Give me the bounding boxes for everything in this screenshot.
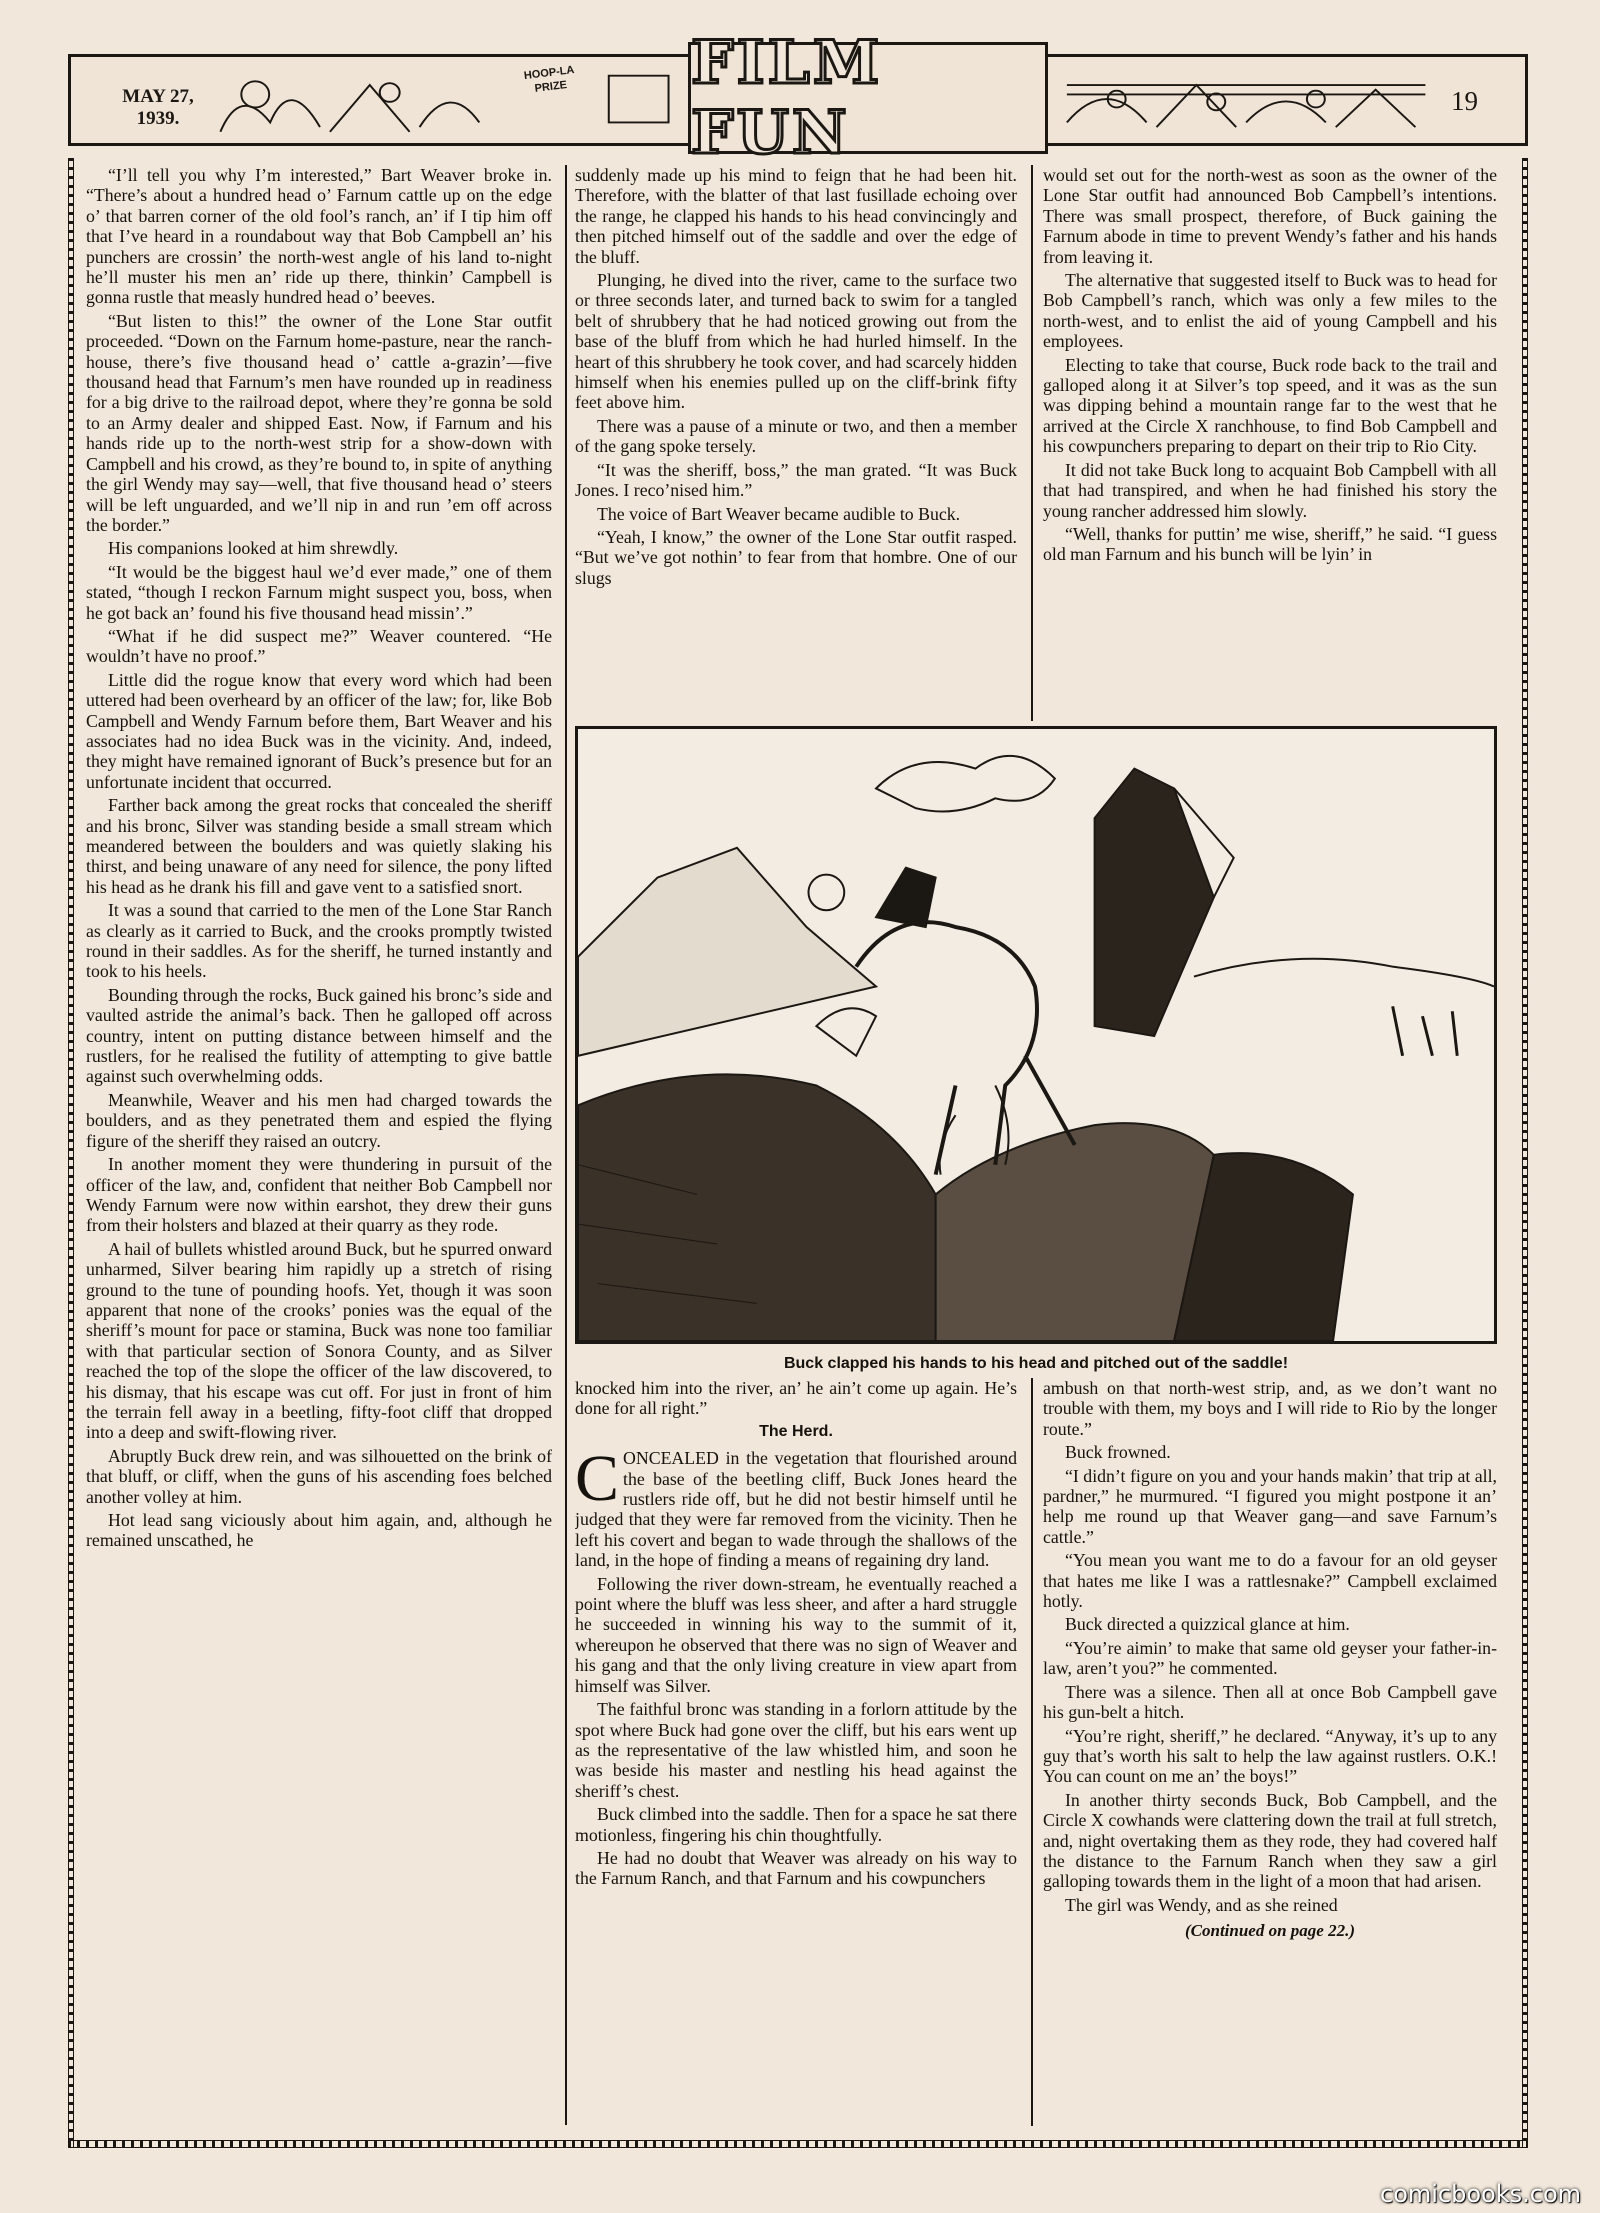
paragraph: Plunging, he dived into the river, came to the surface two or three seconds later, and turned back to swim for a tangled belt of shrubbery that he had noticed growing out from the base of the bluff from which he had hurled himself. In the heart of this shrubbery he took cover, and had scarcely hidden himself when his enemies pulled up on the cliff-brink fifty feet above him. (575, 270, 1017, 413)
page-number: 19 (1445, 86, 1484, 117)
issue-date (102, 86, 214, 130)
paragraph: Hot lead sang viciously about him again, and, although he remained unscathed, he (86, 1510, 552, 1551)
paragraph: Meanwhile, Weaver and his men had charged towards the boulders, and as they penetrated them and espied the flying figure of the sheriff they raised an outcry. (86, 1089, 552, 1151)
paragraph: Buck directed a quizzical glance at him. (1065, 1614, 1350, 1635)
paragraph: He had no doubt that Weaver was already on his way to the Farnum Ranch, and that Farnum and his cowpunchers (575, 1847, 1017, 1889)
paragraph: Electing to take that course, Buck rode back to the trail and galloped along it at Silver’s top speed, and it was as the sun was dipping behind a mountain range far to the west that he arrived at the Circle X ranchhouse, to find Bob Campbell and his cowpunchers preparing to depart on their trip to Rio City. (1043, 354, 1497, 457)
paragraph: “You mean you want me to do a favour for an old geyser that hates me like I was a rattlesnake?” Campbell exclaimed hotly. (1043, 1550, 1497, 1612)
paragraph: “I didn’t figure on you and your hands makin’ that trip at all, pardner,” he murmured. “I figured you might postpone it an’ help me round up that Weaver gang—and save Farnum’s cattle.” (1043, 1465, 1497, 1547)
paragraph: His companions looked at him shrewdly. (108, 538, 399, 559)
paragraph: In another moment they were thundering in pursuit of the officer of the law, and, confident that neither Bob Campbell nor Wendy Farnum were now within earshot, they drew their guns from their holsters and blazed at their quarry as they rode. (86, 1154, 552, 1236)
paragraph: In another thirty seconds Buck, Bob Campbell, and the Circle X cowhands were clattering down the trail at full stretch, and, night overtaking them as they rode, they had covered half the distance to the Farnum Ranch when they saw a girl galloping towards them in the light of a moon that had arisen. (1043, 1789, 1497, 1892)
paragraph: “It was the sheriff, boss,” the man grated. “It was Buck Jones. I reco’nised him.” (575, 459, 1017, 501)
continued-note: (Continued on page 22.) (1184, 1921, 1356, 1941)
film-fun-logo: FILM FUN (688, 42, 1048, 154)
paragraph: Little did the rogue know that every word which had been uttered had been overheard by an officer of the law; for, like Bob Campbell and Wendy Farnum before them, Bart Weaver and his associates had no idea Buck was in the vicinity. And, indeed, they might have remained ignorant of Buck’s presence but for an unfortunate incident that occurred. (86, 669, 552, 792)
site-watermark: comicbooks.com (1380, 2180, 1582, 2208)
paragraph: The girl was Wendy, and as she reined (1065, 1894, 1338, 1915)
paragraph: “Well, thanks for puttin’ me wise, sheriff,” he said. “I guess old man Farnum and his bunch will be lyin’ in (1043, 523, 1497, 565)
story-illustration (575, 726, 1497, 1344)
paragraph: “You’re right, sheriff,” he declared. “Anyway, it’s up to any guy that’s worth his salt to help the law against rustlers. O.K.! You can count on me an’ the boys!” (1043, 1725, 1497, 1787)
paragraph: “What if he did suspect me?” Weaver countered. “He wouldn’t have no proof.” (86, 625, 552, 667)
paragraph: “But listen to this!” the owner of the Lone Star outfit proceeded. “Down on the Farnum home-pasture, near the ranch-house, there’s five thousand head o’ cattle a-grazin’—five thousand head that Farnum’s men have rounded up in readiness for a big drive to the railroad depot, where they’re gonna be sold to an Army dealer and shipped East. Now, if Farnum and his hands ride up to the north-west strip for a show-down with Campbell and his crowd, as they’re bound to, in spite of anything the girl Wendy may say—well, that five thousand head o’ steers will be left unguarded, and we’ll nip in and run ’em off across the border.” (86, 310, 552, 535)
column-rule-1 (565, 165, 567, 2125)
paragraph: The faithful bronc was standing in a forlorn attitude by the spot where Buck had gone over the cliff, but his ears went up as the representative of the law whistled him, and soon he was beside his master and nestling his head against the sheriff’s chest. (575, 1699, 1017, 1801)
paragraph: There was a silence. Then all at once Bob Campbell gave his gun-belt a hitch. (1043, 1681, 1497, 1723)
column-rule-2 (1031, 165, 1033, 721)
column-3-top (1043, 165, 1497, 721)
paragraph: ambush on that north-west strip, and, as we don’t want no trouble with them, my boys and I will ride to Rio by the longer route.” (1043, 1378, 1497, 1439)
paragraph (575, 1442, 1017, 1571)
date-line-2: 1939. (136, 108, 180, 129)
column-2-top (575, 165, 1017, 721)
bottom-border (68, 2140, 1528, 2148)
paragraph: The alternative that suggested itself to Buck was to head for Bob Campbell’s ranch, which was only a few miles to the north-west, and to enlist the aid of young Campbell and his employees. (1043, 270, 1497, 352)
paragraph: “It would be the biggest haul we’d ever made,” one of them stated, “though I reckon Farnum might suspect you, boss, when he got back an’ found his five thousand head missin’.” (86, 561, 552, 623)
paragraph: Bounding through the rocks, Buck gained his bronc’s side and vaulted astride the animal’s back. Then he galloped off across country, intent on putting distance between himself and the rustlers, for he realised the futility of attempting to give battle against such overwhelming odds. (86, 984, 552, 1087)
paragraph: A hail of bullets whistled around Buck, but he spurred onward unharmed, Silver bearing him rapidly up a stretch of rising ground to the tune of pounding hoofs. Yet, though it was soon apparent that none of the crooks’ ponies was the equal of the sheriff’s mount for pace or stamina, Buck was none too familiar with that particular section of Sonora County, and as Silver reached the top of the slope the officer of the law discovered, to his dismay, that his escape was cut off. For just in front of him the terrain fell away in a beetling, fifty-foot cliff that dropped into a deep and swift-flowing river. (86, 1238, 552, 1443)
drop-cap: C (575, 1442, 620, 1516)
hoopla-sign-line-2: PRIZE (534, 79, 568, 95)
hoopla-sign-line-1: HOOP-LA (523, 64, 576, 83)
date-line-1: MAY 27, (122, 86, 194, 107)
paragraph: would set out for the north-west as soon as the owner of the Lone Star outfit had announced Bob Campbell’s intentions. There was small prospect, therefore, of Buck gaining the Farnum abode in time to prevent Wendy’s father and his hands from leaving it. (1043, 165, 1497, 267)
paragraph: “You’re aimin’ to make that same old geyser your father-in-law, aren’t you?” he commented. (1043, 1637, 1497, 1679)
paragraph: knocked him into the river, an’ he ain’t come up again. He’s done for all right.” (575, 1378, 1017, 1419)
paragraph: Following the river down-stream, he eventually reached a point where the bluff was less sheer, and after a hard struggle he succeeded in winning his way to the summit of it, whereupon he observed that there was no sign of Weaver and his gang and that the only living creature in view apart from himself was Silver. (575, 1573, 1017, 1696)
paragraph: Farther back among the great rocks that concealed the sheriff and his bronc, Silver was standing beside a small stream which meandered between the boulders and was quietly slaking his thirst, and being unaware of any need for silence, the pony lifted his head as he drank his fill and gave vent to a satisfied snort. (86, 795, 552, 897)
left-border (68, 158, 74, 2148)
paragraph: “Yeah, I know,” the owner of the Lone Star outfit rasped. “But we’ve got nothin’ to fear from that hombre. One of our slugs (575, 526, 1017, 588)
paragraph: Buck climbed into the saddle. Then for a space he sat there motionless, fingering his chin thoughtfully. (575, 1804, 1017, 1845)
paragraph: suddenly made up his mind to feign that he had been hit. Therefore, with the blatter of that last fusillade echoing over the range, he clapped his hands to his head convincingly and then pitched himself out of the saddle and over the edge of the bluff. (575, 165, 1017, 267)
illustration-drawing (578, 729, 1494, 1341)
illustration-caption: Buck clapped his hands to his head and pitched out of the saddle! (783, 1355, 1289, 1372)
column-2-bottom (575, 1378, 1017, 2130)
paragraph-text: ONCEALED in the vegetation that flourished around the base of the beetling cliff, Buck Jones heard the rustlers ride off, but he did not bestir himself until he judged that they were far removed from the vicinity. Then he left his covert and began to wade through the shallows of the land, in the hope of finding a means of regaining dry land. (575, 1448, 1017, 1571)
right-border (1522, 158, 1528, 2148)
column-1 (86, 165, 552, 2127)
paragraph: Buck frowned. (1065, 1442, 1171, 1463)
paragraph: “I’ll tell you why I’m interested,” Bart Weaver broke in. “There’s about a hundred head o’ Farnum cattle up on the edge o’ that barren corner of the old fool’s ranch, an’ if I tip him off that I’ve heard in a roundabout way that Bob Campbell an’ his punchers are crossin’ the north-west angle of his land to-night he’ll muster his men an’ ride up there, thinkin’ Campbell is gonna rustle that measly hundred head o’ beeves. (86, 165, 552, 308)
paragraph: It was a sound that carried to the men of the Lone Star Ranch as clearly as it carried to Buck, and the crooks promptly twisted round in their saddles. As for the sheriff, he turned instantly and took to his heels. (86, 900, 552, 982)
paragraph: There was a pause of a minute or two, and then a member of the gang spoke tersely. (575, 415, 1017, 457)
paragraph: The voice of Bart Weaver became audible to Buck. (597, 503, 961, 524)
paragraph: It did not take Buck long to acquaint Bob Campbell with all that had transpired, and when he had finished his story the young rancher addressed him slowly. (1043, 459, 1497, 521)
paragraph: Abruptly Buck drew rein, and was silhouetted on the brink of that bluff, or cliff, when the guns of his ascending foes belched another volley at him. (86, 1445, 552, 1507)
column-3-bottom (1043, 1378, 1497, 2130)
section-heading: The Herd. (759, 1422, 833, 1440)
masthead (68, 28, 1528, 168)
column-rule-3 (1031, 1378, 1033, 2126)
